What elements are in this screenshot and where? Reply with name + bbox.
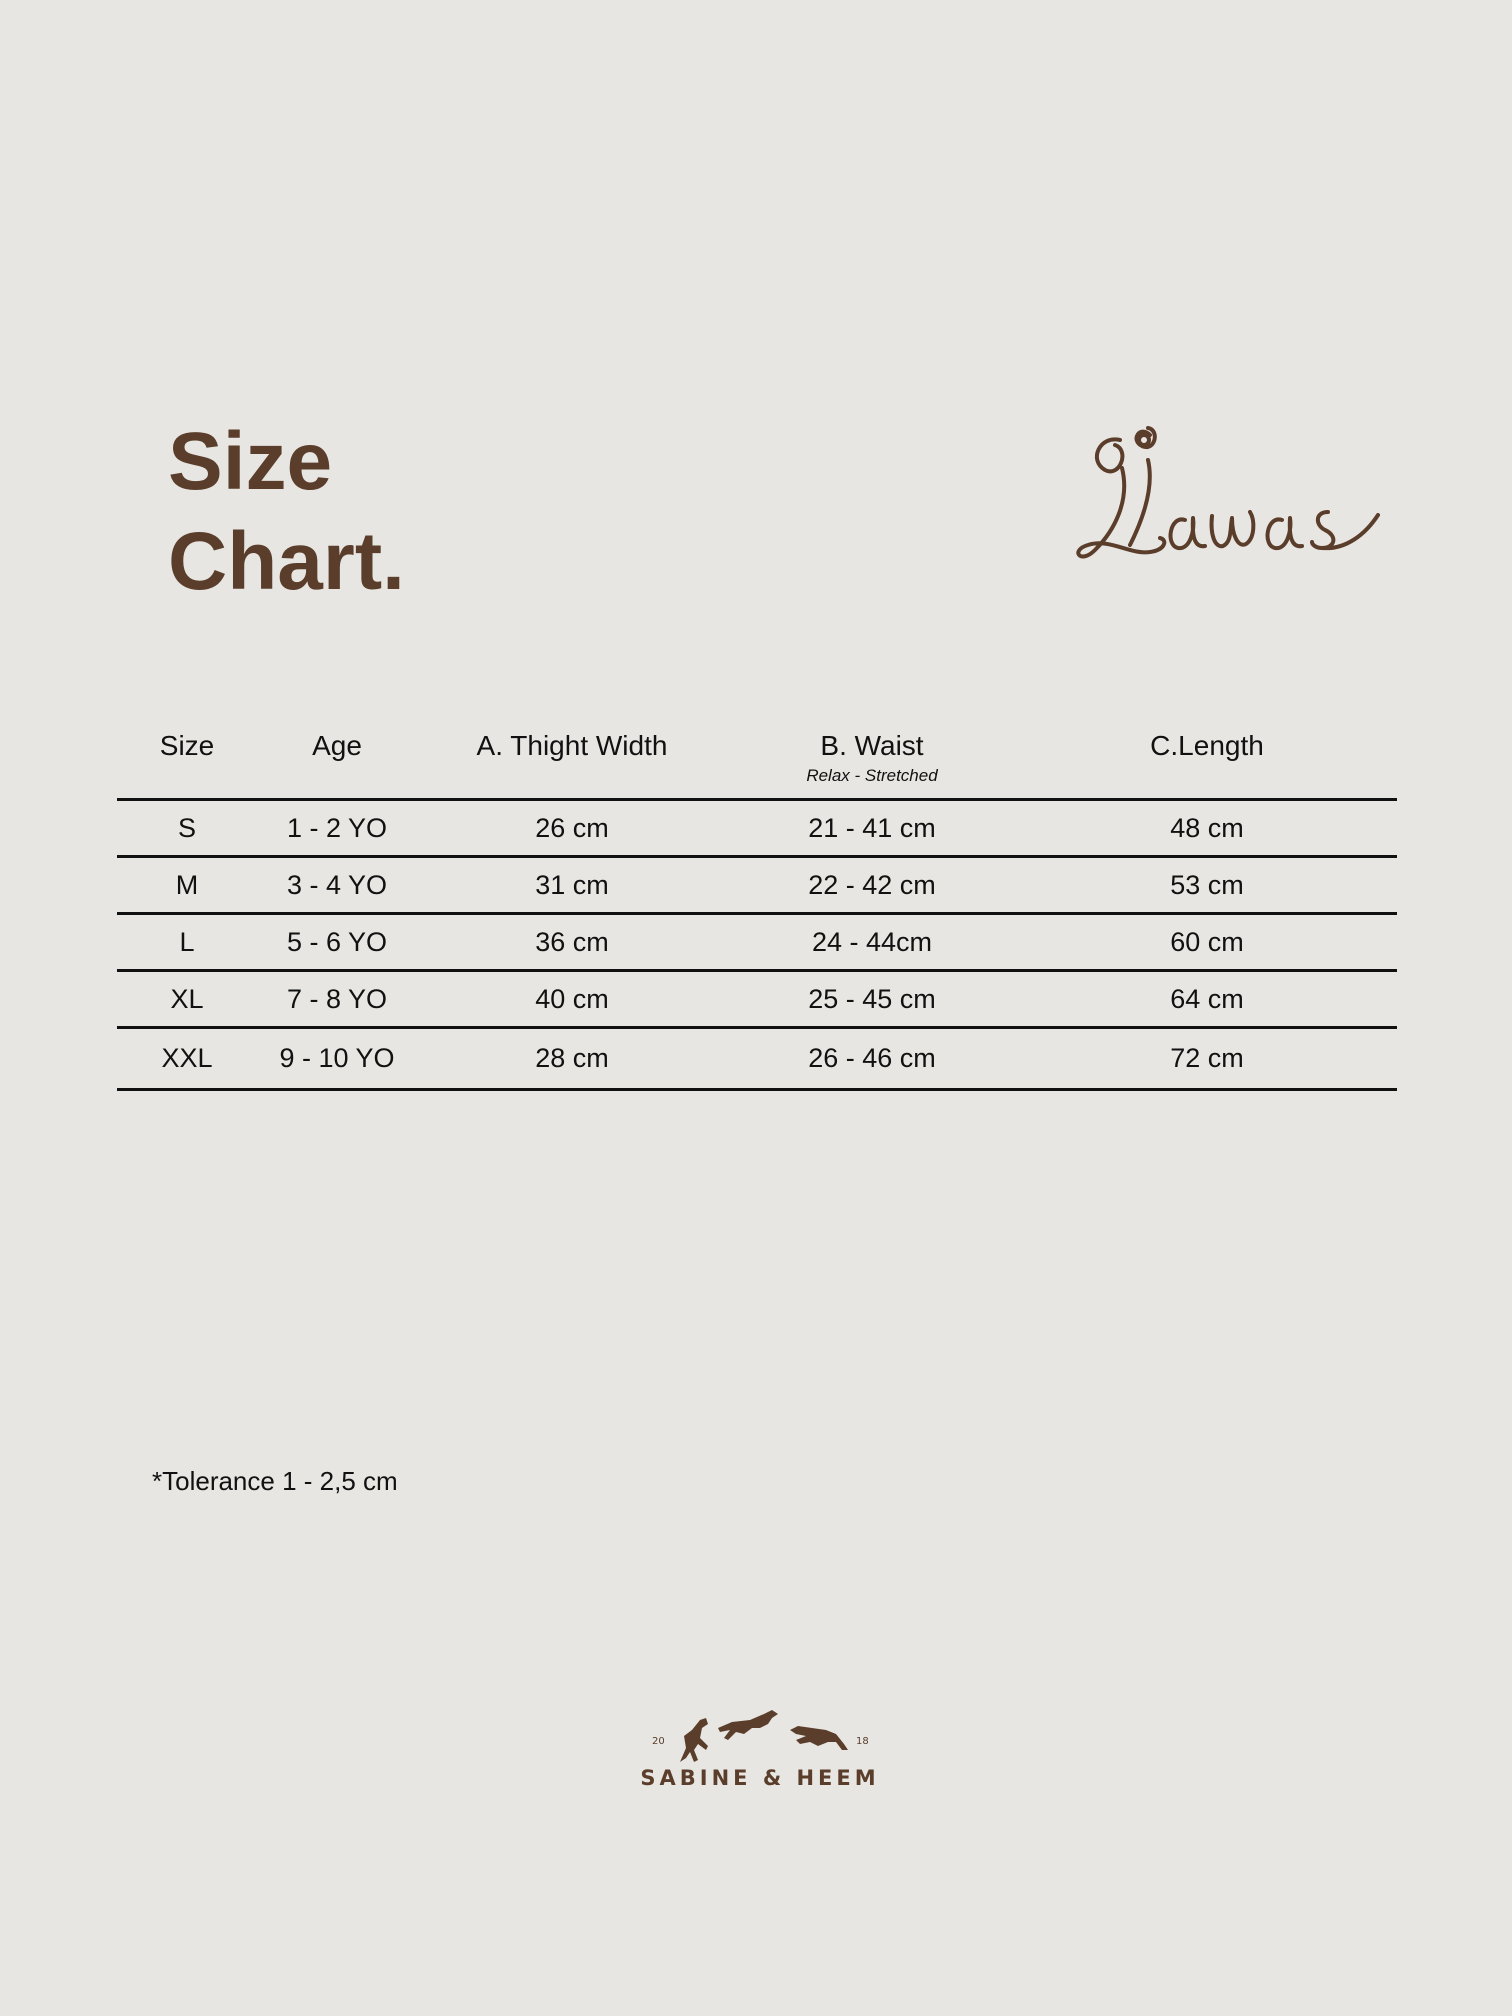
horses-icon [640,1700,880,1766]
cell-thigh: 31 cm [535,869,609,900]
cell-age: 3 - 4 YO [286,869,388,900]
cell-waist: 24 - 44cm [811,926,933,957]
cell-age: 5 - 6 YO [286,926,388,957]
page-title [168,412,405,612]
cell-thigh: 40 cm [535,983,609,1014]
tolerance-note: *Tolerance 1 - 2,5 cm [152,1466,398,1496]
table-row [117,914,1397,971]
cell-waist: 25 - 45 cm [808,983,936,1014]
cell-size: L [179,926,195,957]
header-size [117,730,257,800]
header-waist-label: B. Waist [820,730,924,761]
header-age-label: Age [312,730,362,761]
header-length [1017,730,1397,800]
title-line-2: Chart. [168,516,405,607]
brand-name: SABINE & HEEM [640,1766,880,1790]
lawas-script-logo [1060,420,1400,580]
header-thigh-width [417,730,727,800]
cell-age: 7 - 8 YO [286,983,388,1014]
cell-length: 48 cm [1170,812,1244,843]
size-chart-table [117,730,1397,1091]
cell-size: M [175,869,199,900]
cell-length: 60 cm [1170,926,1244,957]
cell-length: 72 cm [1170,1043,1244,1073]
header-waist [727,730,1017,800]
table-row [117,800,1397,857]
title-line-1: Size [168,416,333,507]
table-row [117,857,1397,914]
cell-thigh: 26 cm [535,812,609,843]
header-size-label: Size [159,730,215,761]
cell-age: 9 - 10 YO [279,1043,395,1073]
cell-size: S [177,812,196,843]
cell-length: 53 cm [1170,869,1244,900]
brand-year-left: 20 [652,1736,665,1747]
lawas-logo-icon [1060,420,1400,580]
cell-waist: 21 - 41 cm [808,812,936,843]
header-length-label: C.Length [1150,730,1264,761]
cell-thigh: 36 cm [535,926,609,957]
cell-thigh: 28 cm [535,1043,609,1073]
header-waist-subtitle: Relax - Stretched [806,766,938,785]
header-thigh-label: A. Thight Width [476,730,668,761]
table-row [117,971,1397,1028]
cell-age: 1 - 2 YO [286,812,388,843]
cell-waist: 22 - 42 cm [808,869,936,900]
cell-waist: 26 - 46 cm [808,1043,936,1073]
header-age [257,730,417,800]
cell-size: XL [170,983,204,1014]
brand-logo [640,1700,880,1810]
table-row [117,1028,1397,1090]
table-header-row [117,730,1397,800]
brand-year-right: 18 [856,1736,869,1747]
cell-length: 64 cm [1170,983,1244,1014]
cell-size: XXL [161,1043,213,1073]
